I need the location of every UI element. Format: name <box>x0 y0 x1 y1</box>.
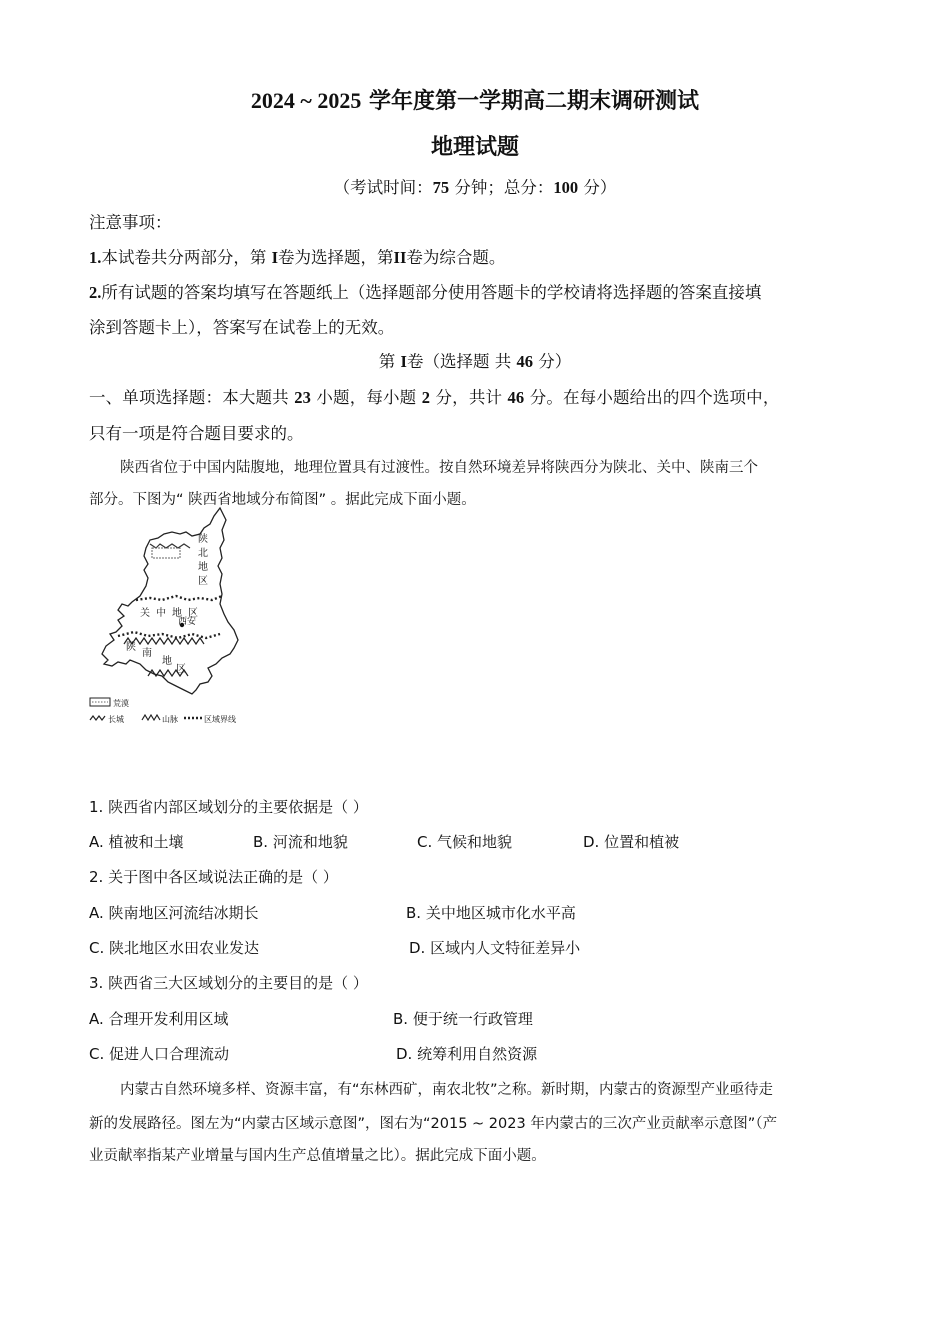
notice-item-2-line1 <box>89 279 761 303</box>
label-south-3: 地 <box>162 656 172 667</box>
subject-title: 地理试题 <box>430 135 519 160</box>
instructions-each: 2 <box>421 388 431 407</box>
section-1-heading <box>0 348 950 372</box>
passage-2-line3: 业贡献率指某产业增量与国内生产总值增量之比）。据此完成下面小题。 <box>89 1148 546 1164</box>
notice-item-1 <box>89 244 505 268</box>
shaanxi-map-figure <box>88 504 248 730</box>
section-1-a: 第 <box>378 352 401 371</box>
notice-item-2-num: 2. <box>89 283 102 302</box>
label-north-3: 地 <box>198 562 208 573</box>
question-2-option-a: A. 陕南地区河流结冰期长 <box>89 904 259 922</box>
question-1-option-c: C. 气候和地貌 <box>417 833 513 851</box>
question-2-stem: 2. 关于图中各区域说法正确的是（ ） <box>89 868 338 886</box>
instructions-c: 分，共计 <box>430 388 508 407</box>
title-text: 学年度第一学期高二期末调研测试 <box>369 89 700 114</box>
notice-item-2-line2: 涂到答题卡上），答案写在试卷上的无效。 <box>89 318 395 337</box>
section-1-c: 分） <box>532 352 572 371</box>
label-xian: 西安 <box>178 617 197 627</box>
label-south-4: 区 <box>176 664 186 675</box>
section-1-score: 46 <box>516 352 533 371</box>
passage-1-line1: 陕西省位于中国内陆腹地，地理位置具有过渡性。按自然环境差异将陕西分为陕北、关中、陕南三个 <box>120 460 758 476</box>
legend-mountain-label: 山脉 <box>162 715 178 724</box>
label-north-4: 区 <box>198 576 208 587</box>
time-text-b: 分钟；总分： <box>449 178 554 197</box>
question-3-option-b: B. 便于统一行政管理 <box>393 1010 533 1028</box>
question-2-option-b: B. 关中地区城市化水平高 <box>406 904 576 922</box>
notice-item-1-c: 卷为综合题。 <box>406 248 506 267</box>
legend-wall-label: 长城 <box>108 715 124 724</box>
time-text-c: 分） <box>578 178 617 197</box>
passage-2-line1: 内蒙古自然环境多样、资源丰富，有“东林西矿，南农北牧”之称。新时期，内蒙古的资源型产业亟待走 <box>120 1082 774 1098</box>
exam-title <box>0 84 950 115</box>
instructions-line2: 只有一项是符合题目要求的。 <box>89 424 304 443</box>
legend-mountain-swatch <box>142 715 160 720</box>
time-text-a: （考试时间： <box>333 178 433 197</box>
passage-2-line2: 新的发展路径。图左为“内蒙古区域示意图”，图右为“2015 ~ 2023 年内蒙古的三次产业贡献率示意图”（产 <box>89 1116 778 1132</box>
exam-time-info <box>0 174 950 198</box>
legend-border-label: 区域界线 <box>204 715 236 724</box>
passage-1-line2: 部分。下图为“ 陕西省地域分布简图” 。据此完成下面小题。 <box>89 492 476 508</box>
section-1-b: 卷（选择题 共 <box>406 352 517 371</box>
question-1-stem: 1. 陕西省内部区域划分的主要依据是（ ） <box>89 798 368 816</box>
notice-item-1-num: 1. <box>89 248 102 267</box>
time-minutes: 75 <box>432 178 450 197</box>
label-north-1: 陕 <box>198 534 208 545</box>
notice-item-1-a: 本试卷共分两部分，第 <box>101 248 272 267</box>
legend-wall-swatch <box>90 716 105 720</box>
question-1-option-a: A. 植被和土壤 <box>89 833 184 851</box>
label-south-1: 陕 <box>126 642 136 653</box>
notice-heading: 注意事项： <box>89 213 172 232</box>
total-score: 100 <box>553 178 579 197</box>
notice-item-1-b: 卷为选择题，第 <box>278 248 394 267</box>
instructions-total: 46 <box>507 388 525 407</box>
label-guanzhong: 关中地区 <box>140 608 204 619</box>
notice-item-1-roman1: I <box>271 248 279 267</box>
question-1-option-b: B. 河流和地貌 <box>253 833 348 851</box>
instructions-count: 23 <box>294 388 312 407</box>
section-1-roman: I <box>400 352 407 371</box>
shaanxi-map-svg <box>88 504 248 730</box>
question-3-option-c: C. 促进人口合理流动 <box>89 1045 230 1063</box>
instructions-line1 <box>89 384 779 408</box>
instructions-b: 小题，每小题 <box>311 388 422 407</box>
title-year: 2024 ~ 2025 <box>250 88 362 113</box>
instructions-a: 一、单项选择题：本大题共 <box>89 388 295 407</box>
label-south-2: 南 <box>142 648 152 659</box>
question-3-option-d: D. 统筹利用自然资源 <box>396 1045 538 1063</box>
question-3-stem: 3. 陕西省三大区域划分的主要目的是（ ） <box>89 974 368 992</box>
question-1-option-d: D. 位置和植被 <box>583 833 680 851</box>
question-3-option-a: A. 合理开发利用区域 <box>89 1010 229 1028</box>
legend-desert-label: 荒漠 <box>113 699 129 708</box>
notice-item-1-roman2: II <box>393 248 407 267</box>
question-2-option-c: C. 陕北地区水田农业发达 <box>89 939 260 957</box>
question-2-option-d: D. 区域内人文特征差异小 <box>409 939 581 957</box>
notice-item-2-a: 所有试题的答案均填写在答题纸上（选择题部分使用答题卡的学校请将选择题的答案直接填 <box>101 283 762 302</box>
label-north-2: 北 <box>198 548 208 559</box>
instructions-d: 分。在每小题给出的四个选项中， <box>524 388 780 407</box>
